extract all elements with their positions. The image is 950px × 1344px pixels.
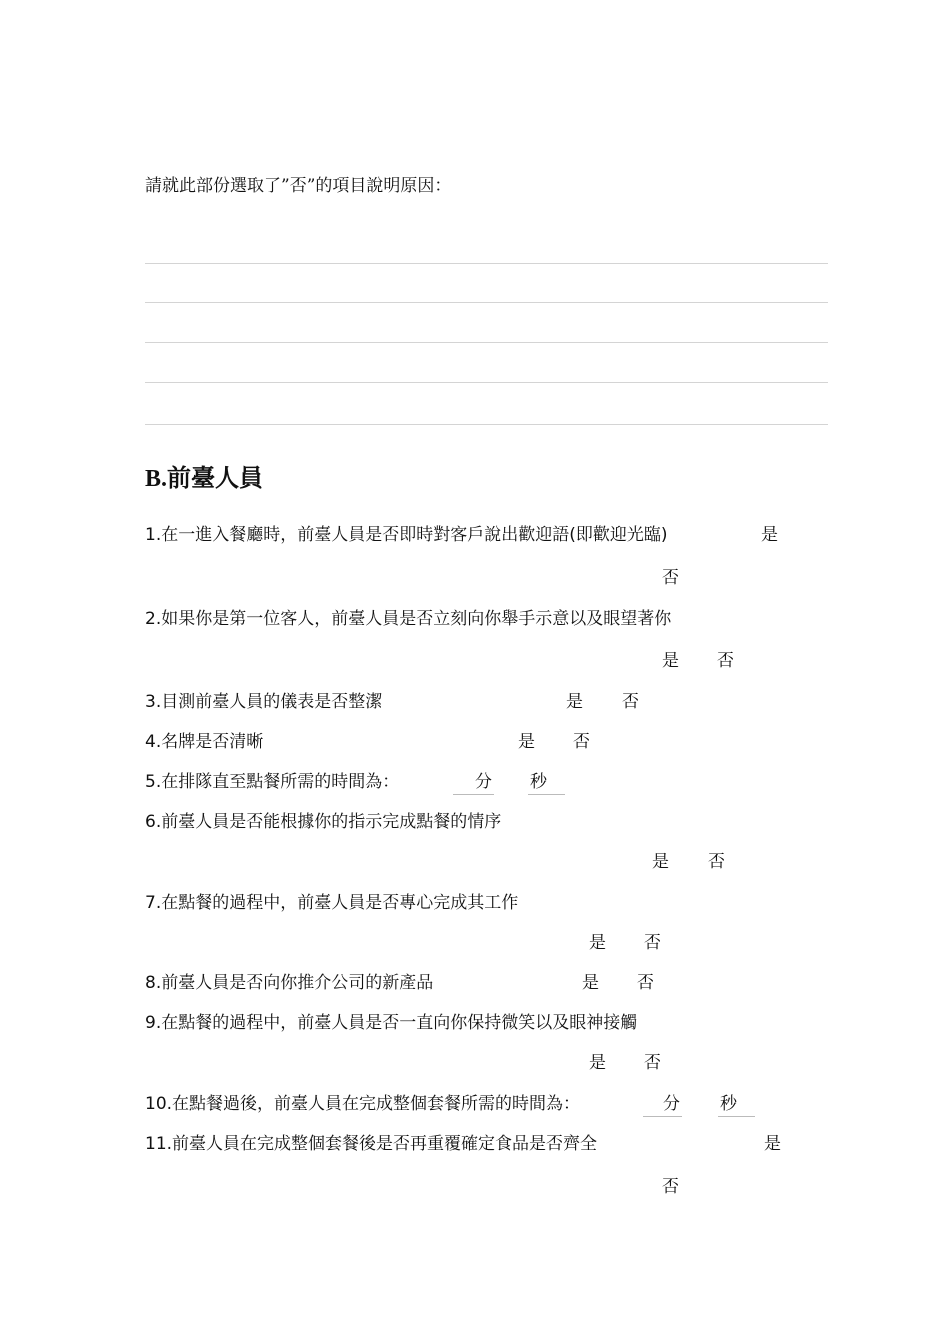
q3-no-option[interactable]: 否 (622, 692, 639, 712)
q4-no-option[interactable]: 否 (573, 732, 590, 752)
answer-line[interactable] (145, 302, 828, 303)
q6-yes-option[interactable]: 是 (652, 852, 669, 872)
q8-yes-option[interactable]: 是 (582, 973, 599, 993)
question-6: 6.前臺人員是否能根據你的指示完成點餐的情序 (145, 812, 502, 832)
question-10: 10.在點餐過後，前臺人員在完成整個套餐所需的時間為： (145, 1094, 581, 1114)
q1-yes-option[interactable]: 是 (761, 525, 778, 545)
q2-yes-option[interactable]: 是 (662, 651, 679, 671)
question-3: 3.目測前臺人員的儀表是否整潔 (145, 692, 383, 712)
second-unit: 秒 (530, 772, 547, 792)
question-9: 9.在點餐的過程中，前臺人員是否一直向你保持微笑以及眼神接觸 (145, 1013, 638, 1033)
question-11: 11.前臺人員在完成整個套餐後是否再重覆確定食品是否齊全 (145, 1134, 598, 1154)
q8-no-option[interactable]: 否 (637, 973, 654, 993)
q11-yes-option[interactable]: 是 (764, 1134, 781, 1154)
answer-line[interactable] (145, 382, 828, 383)
q7-yes-option[interactable]: 是 (589, 933, 606, 953)
q1-no-option[interactable]: 否 (662, 568, 679, 588)
q9-yes-option[interactable]: 是 (589, 1053, 606, 1073)
q3-yes-option[interactable]: 是 (566, 692, 583, 712)
q4-yes-option[interactable]: 是 (518, 732, 535, 752)
q7-no-option[interactable]: 否 (644, 933, 661, 953)
question-1: 1.在一進入餐廳時，前臺人員是否即時對客戶說出歡迎語(即歡迎光臨) (145, 525, 668, 545)
intro-text: 請就此部份選取了”否”的項目說明原因： (145, 176, 452, 196)
q6-no-option[interactable]: 否 (708, 852, 725, 872)
section-title: B.前臺人員 (145, 466, 264, 492)
q11-no-option[interactable]: 否 (662, 1177, 679, 1197)
minute-unit: 分 (663, 1094, 680, 1114)
question-7: 7.在點餐的過程中，前臺人員是否專心完成其工作 (145, 893, 519, 913)
question-8: 8.前臺人員是否向你推介公司的新產品 (145, 973, 434, 993)
question-2: 2.如果你是第一位客人，前臺人員是否立刻向你舉手示意以及眼望著你 (145, 609, 672, 629)
q2-no-option[interactable]: 否 (717, 651, 734, 671)
answer-line[interactable] (145, 424, 828, 425)
minute-unit: 分 (475, 772, 492, 792)
answer-line[interactable] (145, 342, 828, 343)
q10-minutes-field[interactable] (643, 1089, 682, 1117)
q9-no-option[interactable]: 否 (644, 1053, 661, 1073)
q10-seconds-field[interactable] (718, 1089, 755, 1117)
answer-line[interactable] (145, 263, 828, 264)
question-5: 5.在排隊直至點餐所需的時間為： (145, 772, 400, 792)
question-4: 4.名牌是否清晰 (145, 732, 264, 752)
second-unit: 秒 (720, 1094, 737, 1114)
q5-seconds-field[interactable] (528, 767, 565, 795)
q5-minutes-field[interactable] (453, 767, 494, 795)
